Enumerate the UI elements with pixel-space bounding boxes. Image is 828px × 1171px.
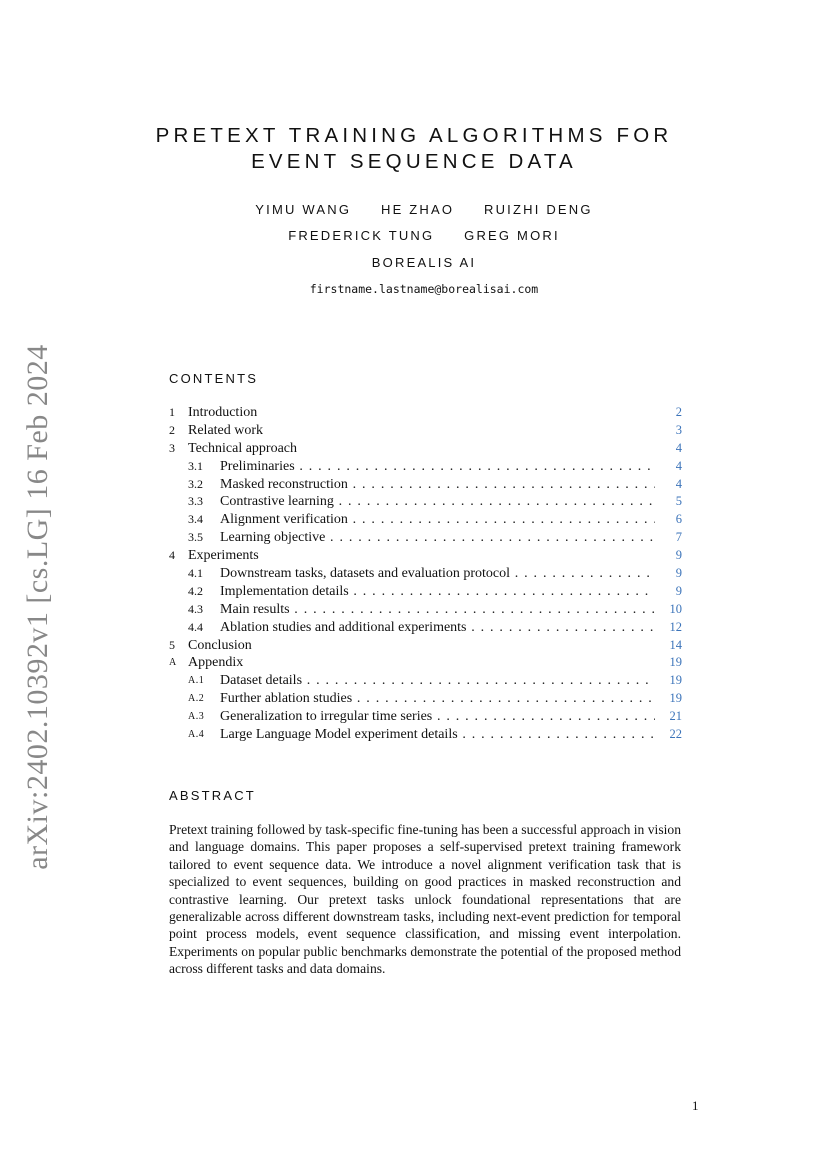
toc-subentry[interactable] [167,672,683,690]
toc-entry[interactable] [167,547,683,565]
toc-page-link[interactable]: 9 [675,548,682,563]
title-line-1: PRETEXT TRAINING ALGORITHMS FOR [155,124,673,147]
toc-title: Masked reconstruction . . . [220,476,655,494]
toc-title: Related work [188,422,264,438]
toc-page-link[interactable]: 7 [675,530,682,545]
abstract-heading: ABSTRACT [169,788,256,803]
toc-number: 3.4 [188,512,203,527]
toc-page-link[interactable]: 12 [669,619,682,634]
toc-title: Implementation details . . . [220,583,655,601]
author-email: firstname.lastname@borealisai.com [309,282,539,296]
toc-subentry[interactable] [167,708,683,726]
toc-title: Conclusion [188,637,252,653]
arxiv-identifier-stamp [18,344,58,870]
toc-subentry[interactable] [167,493,683,511]
toc-subentry[interactable] [167,690,683,708]
toc-title: Downstream tasks, datasets and evaluation protocol . . . [220,565,655,583]
arxiv-identifier-text: arXiv:2402.10392v1 [cs.LG] 16 Feb 2024 [21,344,54,870]
toc-title: Dataset details . . . [220,672,655,690]
toc-title: Alignment verification . . . [220,511,655,529]
toc-title: Further ablation studies . . . [220,690,655,708]
toc-subentry[interactable] [167,565,683,583]
toc-title: Main results . . . [220,601,655,619]
toc-number: 1 [169,405,175,419]
title-line-2: EVENT SEQUENCE DATA [251,150,577,173]
toc-subentry[interactable] [167,458,683,476]
toc-title: Preliminaries . . . [220,458,655,476]
toc-title: Technical approach [188,440,298,456]
contents-heading: CONTENTS [169,371,259,386]
toc-page-link[interactable]: 4 [675,440,682,455]
toc-entry[interactable] [167,654,683,672]
toc-number: 3.1 [188,458,203,473]
toc-number: A.3 [188,711,205,723]
toc-page-link[interactable]: 4 [675,458,682,473]
toc-page-link[interactable]: 2 [675,405,682,419]
toc-subentry[interactable] [167,511,683,529]
toc-title: Experiments [188,548,259,564]
toc-number: 4.1 [188,566,203,581]
author-name: FREDERICK TUNG [288,228,435,243]
toc-page-link[interactable]: 5 [675,494,682,509]
toc-number: 4.4 [188,619,203,634]
toc-number: 3.2 [188,476,203,491]
toc-page-link[interactable]: 9 [675,583,682,598]
toc-title: Contrastive learning . . . [220,493,655,511]
author-name: HE ZHAO [380,202,455,217]
toc-number: A.2 [188,693,205,705]
toc-number: 5 [169,637,175,652]
toc-page-link[interactable]: 9 [675,566,682,581]
toc-page-link[interactable]: 19 [669,673,682,688]
toc-page-link[interactable]: 10 [669,601,682,616]
author-name: RUIZHI DENG [483,202,593,217]
toc-number: A [169,657,177,669]
toc-entry[interactable] [167,422,683,440]
author-name: GREG MORI [464,228,560,243]
authors-row-2 [0,228,828,243]
toc-title: Appendix [188,655,244,671]
toc-page-link[interactable]: 21 [669,709,682,724]
table-of-contents [167,404,683,744]
abstract-text: Pretext training followed by task-specific fine-tuning has been a successful approach in vision and language domains. This paper proposes a self-supervised pretext training framework tailored to event sequence data. We introduce a novel alignment verification task that is specialized to event sequences, building on good practices in masked reconstruction and contrastive learning. Our pretext tasks unlock foundational representations that are generalizable across different downstream tasks, including next-event prediction for temporal point process models, event sequence classification, and missing event interpolation. Experiments on popular public benchmarks demonstrate the potential of the proposed method across different tasks and data domains. [169,822,681,977]
toc-page-link[interactable]: 6 [675,512,682,527]
toc-number: 3.3 [188,494,203,509]
toc-number: 2 [169,422,175,437]
toc-page-link[interactable]: 4 [675,476,682,491]
toc-page-link[interactable]: 19 [669,691,682,706]
toc-entry[interactable] [167,637,683,655]
toc-number: A.1 [188,675,205,687]
author-name: YIMU WANG [255,202,352,217]
toc-number: A.4 [188,729,205,741]
authors-row-1 [0,202,828,217]
toc-page-link[interactable]: 14 [669,637,682,652]
toc-number: 3.5 [188,530,203,545]
affiliation: BOREALIS AI [371,255,477,270]
toc-subentry[interactable] [167,476,683,494]
toc-number: 4 [169,548,175,563]
paper-title [0,123,828,175]
toc-title: Large Language Model experiment details . . . [220,726,655,744]
toc-subentry[interactable] [167,529,683,547]
toc-number: 4.3 [188,601,203,616]
toc-title: Generalization to irregular time series . . . [220,708,655,726]
toc-page-link[interactable]: 19 [669,655,682,670]
toc-subentry[interactable] [167,583,683,601]
toc-entry[interactable] [167,440,683,458]
toc-subentry[interactable] [167,726,683,744]
toc-subentry[interactable] [167,601,683,619]
toc-title: Introduction [188,405,258,420]
toc-title: Ablation studies and additional experiments . . . [220,619,655,637]
toc-entry[interactable] [167,404,683,422]
toc-page-link[interactable]: 3 [675,422,682,437]
toc-number: 3 [169,440,175,455]
page-number: 1 [692,1098,699,1113]
toc-number: 4.2 [188,583,203,598]
toc-title: Learning objective . . . [220,529,655,547]
toc-subentry[interactable] [167,619,683,637]
toc-page-link[interactable]: 22 [669,727,682,742]
